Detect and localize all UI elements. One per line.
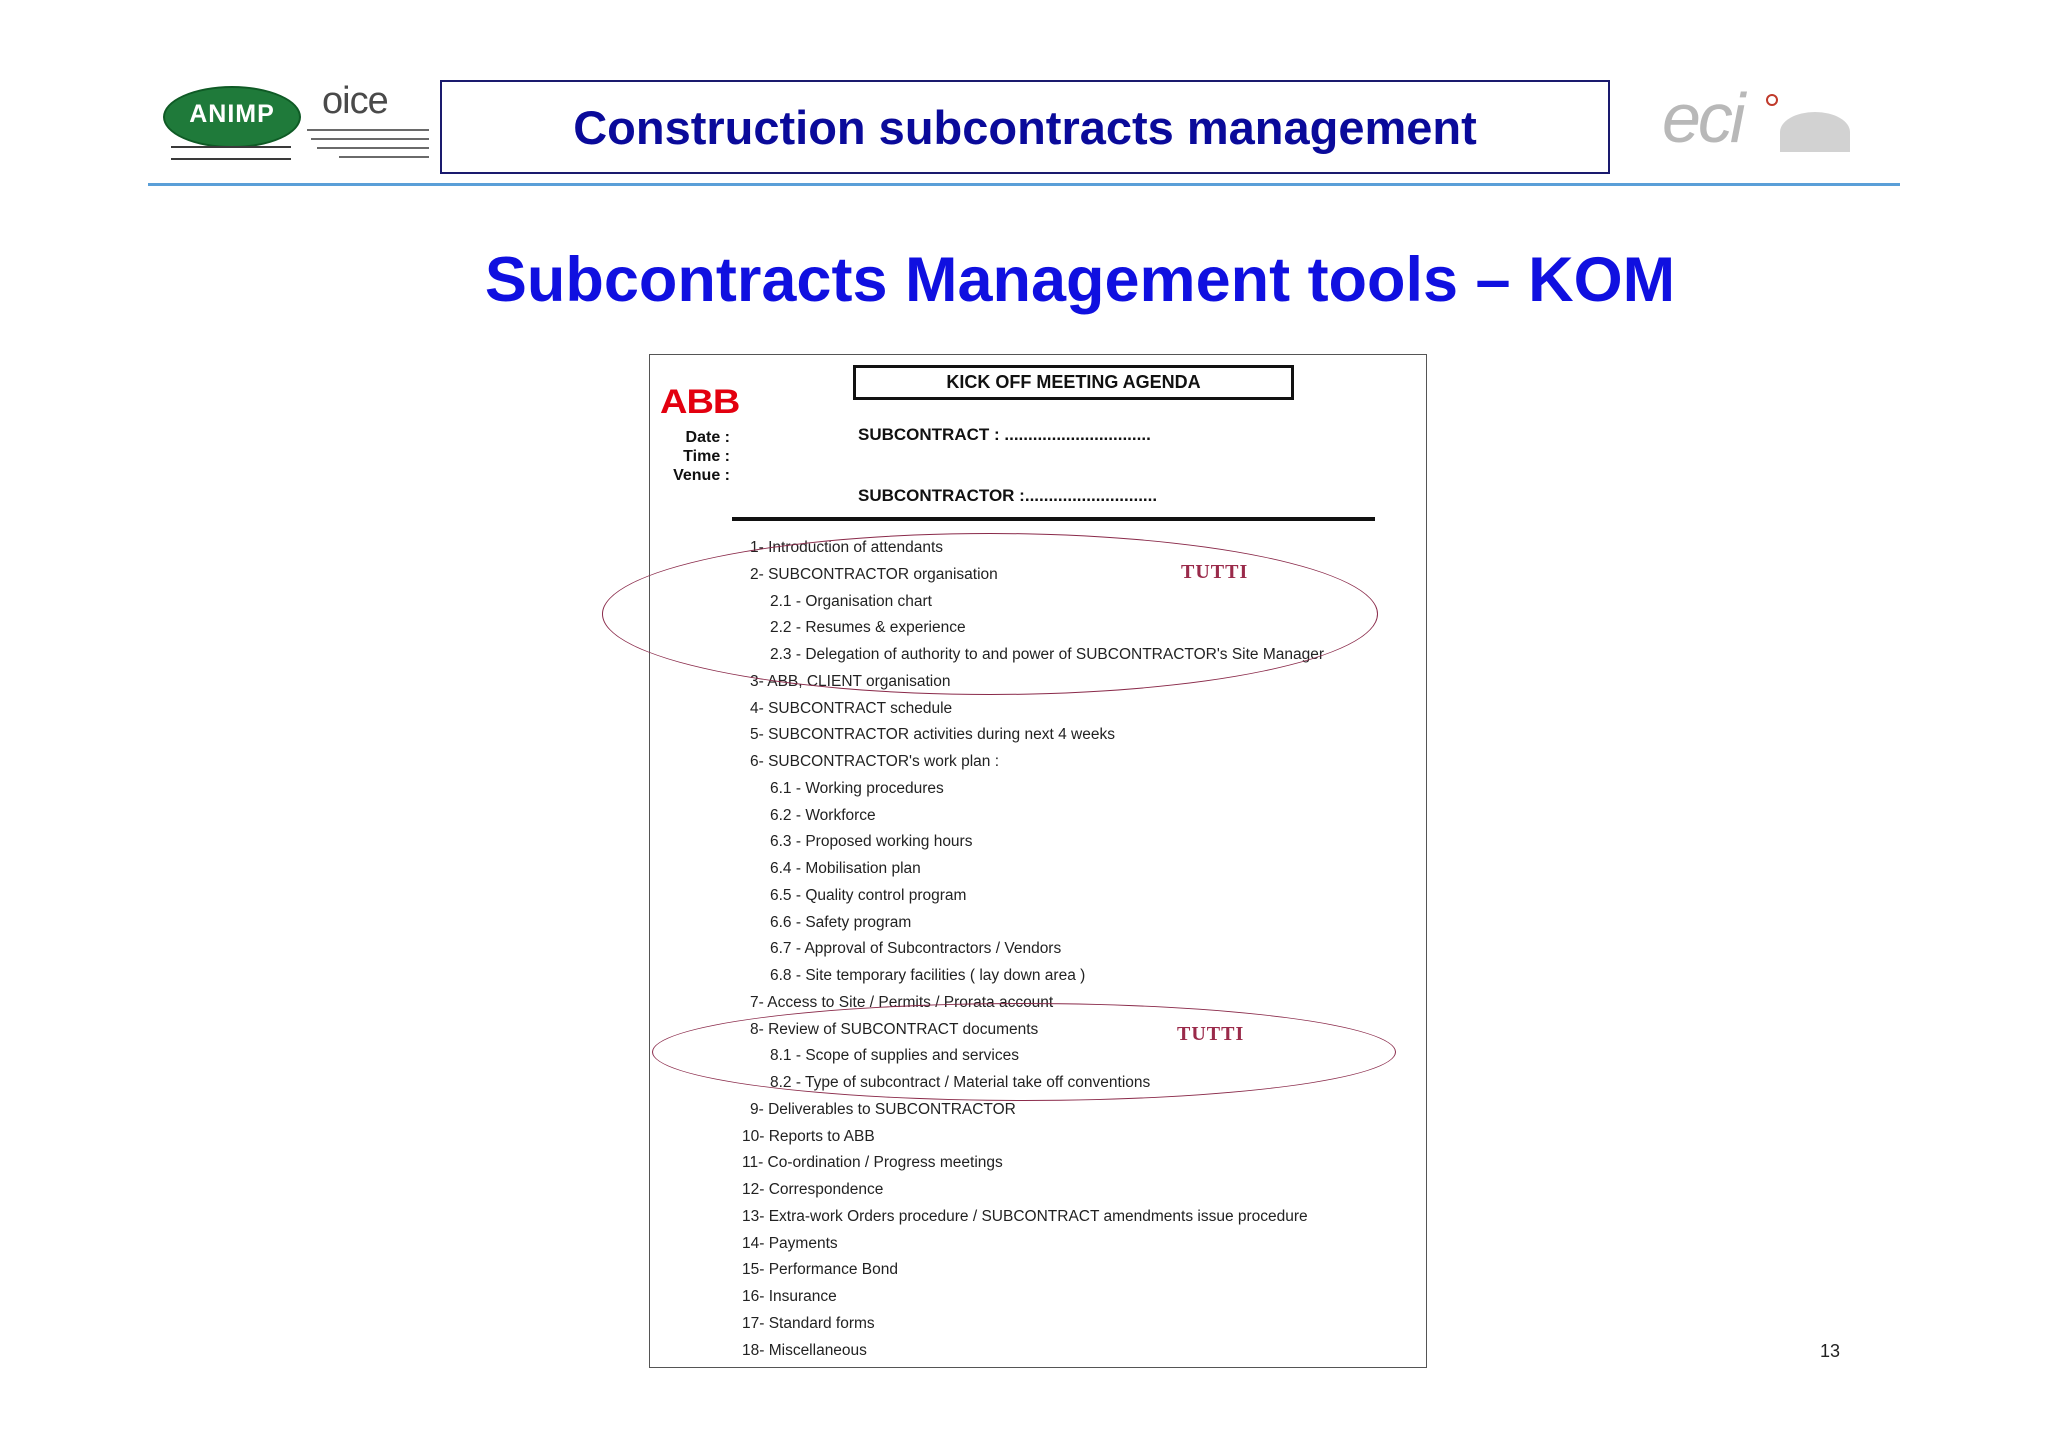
eci-logo-dot: [1766, 94, 1778, 106]
agenda-item: 6- SUBCONTRACTOR's work plan :: [750, 753, 999, 770]
document-divider: [732, 517, 1375, 521]
date-label: Date :: [685, 429, 730, 446]
subcontract-field: SUBCONTRACT : ...............................: [858, 425, 1151, 444]
agenda-item: 2.3 - Delegation of authority to and power of SUBCONTRACTOR's Site Manager: [770, 646, 1325, 663]
slide-title: Subcontracts Management tools – KOM: [484, 245, 1676, 315]
agenda-item: 12- Correspondence: [742, 1181, 884, 1198]
agenda-item: 8.1 - Scope of supplies and services: [770, 1047, 1019, 1065]
agenda-item: 2.2 - Resumes & experience: [770, 619, 966, 637]
annotation-tutti-2: TUTTI: [1177, 1023, 1245, 1045]
venue-label: Venue :: [673, 467, 730, 484]
agenda-item: 11- Co-ordination / Progress meetings: [742, 1154, 1003, 1172]
agenda-item: 7- Access to Site / Permits / Prorata account: [750, 993, 1054, 1011]
agenda-item: 6.1 - Working procedures: [770, 779, 944, 797]
agenda-item: 2- SUBCONTRACTOR organisation: [750, 565, 998, 583]
agenda-item: 14- Payments: [742, 1234, 838, 1252]
animp-logo: [163, 86, 299, 156]
animp-logo-underline: [171, 146, 291, 160]
agenda-item: 15- Performance Bond: [742, 1261, 898, 1279]
oice-logo-text: oice: [322, 80, 388, 122]
eci-logo-globe: [1780, 112, 1850, 152]
agenda-item: 5- SUBCONTRACTOR activities during next 4 weeks: [750, 726, 1115, 744]
agenda-item: 17- Standard forms: [742, 1314, 875, 1332]
agenda-heading: [853, 365, 1294, 400]
agenda-item: 13- Extra-work Orders procedure / SUBCONTRACT amendments issue procedure: [742, 1207, 1308, 1225]
eci-logo-text: eci: [1662, 79, 1743, 157]
agenda-item: 6.6 - Safety program: [770, 913, 912, 931]
agenda-item: 6.2 - Workforce: [770, 806, 876, 824]
agenda-item: 6.8 - Site temporary facilities ( lay down area ): [770, 967, 1086, 984]
subcontractor-field: SUBCONTRACTOR :............................: [858, 486, 1158, 505]
agenda-document: [649, 354, 1427, 1368]
eci-logo: [1662, 79, 1857, 157]
header-divider: [148, 183, 1900, 186]
agenda-item: 10- Reports to ABB: [742, 1127, 875, 1145]
oice-logo-subtitle-lines: [305, 122, 429, 158]
agenda-item: 18- Miscellaneous: [742, 1341, 867, 1359]
agenda-item: 2.1 - Organisation chart: [770, 592, 932, 610]
agenda-item: 6.7 - Approval of Subcontractors / Vendors: [770, 940, 1062, 958]
time-label: Time :: [683, 448, 730, 465]
agenda-heading-text: KICK OFF MEETING AGENDA: [946, 372, 1201, 392]
animp-logo-text: ANIMP: [189, 100, 275, 128]
abb-logo: ABB: [660, 383, 740, 421]
agenda-item: 4- SUBCONTRACT schedule: [750, 699, 953, 717]
header-title-box: [440, 80, 1610, 174]
agenda-item: 3- ABB, CLIENT organisation: [750, 672, 951, 690]
agenda-item: 9- Deliverables to SUBCONTRACTOR: [750, 1100, 1016, 1118]
oice-logo: [305, 80, 430, 161]
highlight-ellipse-2: [652, 1003, 1396, 1101]
meeting-meta: [650, 428, 730, 485]
highlight-ellipse-1: [602, 533, 1378, 695]
agenda-item: 8- Review of SUBCONTRACT documents: [750, 1020, 1039, 1038]
agenda-item: 1- Introduction of attendants: [750, 539, 944, 556]
agenda-item: 6.3 - Proposed working hours: [770, 833, 973, 851]
annotation-tutti-1: TUTTI: [1181, 561, 1249, 583]
agenda-item: 6.4 - Mobilisation plan: [770, 860, 921, 877]
agenda-item: 6.5 - Quality control program: [770, 886, 967, 904]
page-number: 13: [1820, 1341, 1841, 1361]
agenda-item: 16- Insurance: [742, 1288, 837, 1305]
header-title: Construction subcontracts management: [573, 100, 1477, 154]
agenda-item: 8.2 - Type of subcontract / Material take off conventions: [770, 1074, 1151, 1091]
